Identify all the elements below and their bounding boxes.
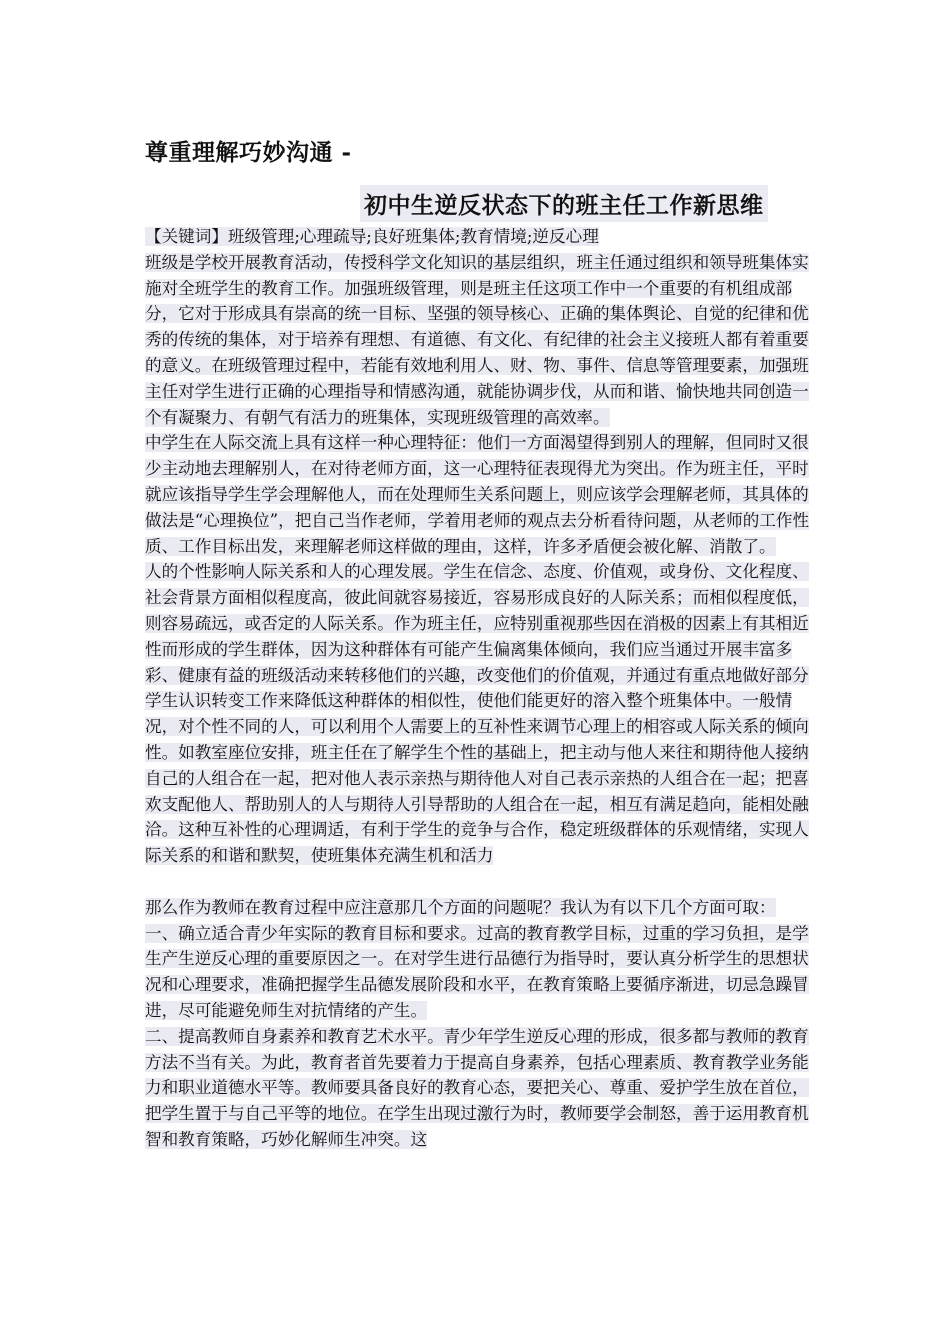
document-body bbox=[145, 224, 813, 1153]
paragraph-text: 班级是学校开展教育活动，传授科学文化知识的基层组织，班主任通过组织和领导班集体实施对全班学生的教育工作。加强班级管理，则是班主任这项工作中一个重要的有机组成部分，它对于形成具有崇高的统一目标、坚强的领导核心、正确的集体舆论、自觉的纪律和优秀的传统的集体，对于培养有理想、有道德、有文化、有纪律的社会主义接班人都有着重要的意义。在班级管理过程中，若能有效地利用人、财、物、事件、信息等管理要素，加强班主任对学生进行正确的心理指导和情感沟通，就能协调步伐，从而和谐、愉快地共同创造一个有凝聚力、有朝气有活力的班集体，实现班级管理的高效率。 bbox=[145, 252, 809, 427]
keywords-line bbox=[145, 224, 813, 250]
paragraph-2 bbox=[145, 430, 813, 559]
paragraph-1 bbox=[145, 250, 813, 431]
document-title-line2: 初中生逆反状态下的班主任工作新思维 bbox=[360, 185, 768, 222]
blank-line bbox=[145, 869, 813, 895]
paragraph-5 bbox=[145, 921, 813, 1024]
paragraph-text: 中学生在人际交流上具有这样一种心理特征：他们一方面渴望得到别人的理解，但同时又很少主动地去理解别人，在对待老师方面，这一心理特征表现得尤为突出。作为班主任，平时就应该指导学生学会理解他人，而在处理师生关系问题上，则应该学会理解老师，其具体的做法是“心理换位”，把自己当作老师，学着用老师的观点去分析看待问题，从老师的工作性质、工作目标出发，来理解老师这样做的理由，这样，许多矛盾便会被化解、消散了。 bbox=[145, 433, 810, 556]
paragraph-4 bbox=[145, 895, 813, 921]
keywords-text: 【关键词】班级管理;心理疏导;良好班集体;教育情境;逆反心理 bbox=[145, 227, 599, 246]
document-title-line1: 尊重理解巧妙沟通 - bbox=[145, 139, 352, 166]
paragraph-text: 人的个性影响人际关系和人的心理发展。学生在信念、态度、价值观，或身份、文化程度、社会背景方面相似程度高，彼此间就容易接近，容易形成良好的人际关系；而相似程度低，则容易疏远，或否定的人际关系。作为班主任，应特别重视那些因在消极的因素上有其相近性而形成的学生群体，因为这种群体有可能产生偏离集体倾向，我们应当通过开展丰富多彩、健康有益的班级活动来转移他们的兴趣，改变他们的价值观，并通过有重点地做好部分学生认识转变工作来降低这种群体的相似性，使他们能更好的溶入整个班集体中。一般情况，对个性不同的人，可以利用个人需要上的互补性来调节心理上的相容或人际关系的倾向性。如教室座位安排，班主任在了解学生个性的基础上，把主动与他人来往和期待他人接纳自己的人组合在一起，把对他人表示亲热与期待他人对自己表示亲热的人组合在一起；把喜欢支配他人、帮助别人的人与期待人引导帮助的人组合在一起，相互有满足趋向，能相处融洽。这种互补性的心理调适，有利于学生的竞争与合作，稳定班级群体的乐观情绪，实现人际关系的和谐和默契，使班集体充满生机和活力 bbox=[145, 562, 809, 866]
paragraph-6 bbox=[145, 1024, 813, 1153]
paragraph-text: 那么作为教师在教育过程中应注意那几个方面的问题呢？我认为有以下几个方面可取： bbox=[145, 897, 776, 917]
paragraph-text: 二、提高教师自身素养和教育艺术水平。青少年学生逆反心理的形成，很多都与教师的教育方法不当有关。为此，教育者首先要着力于提高自身素养，包括心理素质、教育教学业务能力和职业道德水平等。教师要具备良好的教育心态，要把关心、尊重、爱护学生放在首位，把学生置于与自己平等的地位。在学生出现过激行为时，教师要学会制怒，善于运用教育机智和教育策略，巧妙化解师生冲突。这 bbox=[145, 1026, 809, 1149]
paragraph-text: 一、确立适合青少年实际的教育目标和要求。过高的教育教学目标，过重的学习负担，是学生产生逆反心理的重要原因之一。在对学生进行品德行为指导时，要认真分析学生的思想状况和心理要求，准确把握学生品德发展阶段和水平，在教育策略上要循序渐进，切忌急躁冒进，尽可能避免师生对抗情绪的产生。 bbox=[145, 923, 809, 1020]
paragraph-3 bbox=[145, 559, 813, 869]
